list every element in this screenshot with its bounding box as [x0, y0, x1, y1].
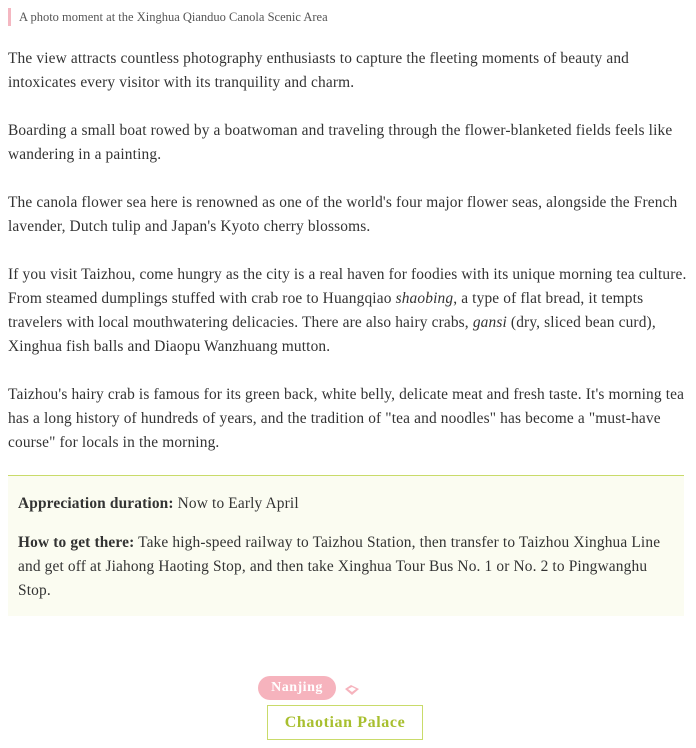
food-text-2: , a type of flat bread, it tempts travelers with local mouthwatering delicacies. There are also hairy crabs, [8, 290, 644, 331]
paragraph-food [8, 263, 692, 359]
paragraph-boat: Boarding a small boat rowed by a boatwoman and traveling through the flower-blanketed fields feels like wandering in a painting. [8, 122, 673, 163]
pink-diamond-icon [344, 684, 360, 696]
paragraph-photography: The view attracts countless photography enthusiasts to capture the fleeting moments of beauty and intoxicates every visitor with its tranquility and charm. [8, 50, 630, 91]
photo-caption: A photo moment at the Xinghua Qianduo Canola Scenic Area [8, 8, 328, 26]
transport-value: Take high-speed railway to Taizhou Station, then transfer to Taizhou Xinghua Line and get off at Jiahong Haoting Stop, and then take Xinghua Tour Bus No. 1 or No. 2 to Pingwanghu Stop. [18, 534, 661, 599]
food-term-shaobing: shaobing [395, 290, 454, 307]
travel-info-box [8, 475, 684, 616]
transport-label: How to get there: [18, 534, 135, 551]
next-place-link[interactable]: Chaotian Palace [267, 705, 423, 740]
next-city-tag: Nanjing [258, 676, 336, 700]
paragraph-hairy-crab: Taizhou's hairy crab is famous for its green back, white belly, delicate meat and fresh taste. It's morning tea has a long history of hundreds of years, and the tradition of "tea and noodles" has become a "must-have course" for locals in the morning. [8, 386, 685, 451]
paragraph-flower-sea: The canola flower sea here is renowned as one of the world's four major flower seas, alongside the French lavender, Dutch tulip and Japan's Kyoto cherry blossoms. [8, 194, 678, 235]
duration-value: Now to Early April [173, 495, 299, 512]
food-term-gansi: gansi [472, 314, 507, 331]
food-text-1: If you visit Taizhou, come hungry as the city is a real haven for foodies with its unique morning tea culture. From steamed dumplings stuffed with crab roe to Huangqiao [8, 266, 687, 307]
transport-line [18, 531, 670, 603]
duration-label: Appreciation duration: [18, 495, 174, 512]
food-text-3: (dry, sliced bean curd), Xinghua fish balls and Diaopu Wanzhuang mutton. [8, 314, 656, 355]
duration-line [18, 492, 670, 516]
